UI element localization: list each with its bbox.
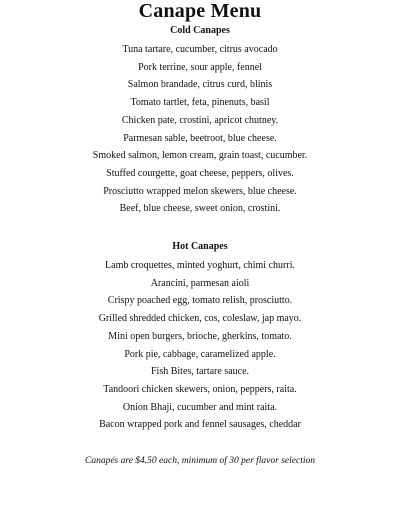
hot-canapes-heading: Hot Canapes	[172, 241, 228, 253]
list-item: Tandoori chicken skewers, onion, peppers, raita.	[103, 383, 297, 395]
list-item: Salmon brandade, citrus curd, blinis	[127, 79, 273, 91]
cold-canapes-list	[0, 41, 400, 218]
list-item: Chicken pate, crostini, apricot chutney.	[121, 114, 279, 126]
list-item: Pork pie, cabbage, caramelized apple.	[124, 348, 276, 360]
list-item: Parmesan sable, beetroot, blue cheese.	[123, 132, 277, 144]
list-item: Prosciutto wrapped melon skewers, blue cheese.	[103, 185, 297, 197]
list-item: Stuffed courgette, goat cheese, peppers, olives.	[106, 167, 294, 179]
list-item: Fish Bites, tartare sauce.	[150, 366, 250, 378]
list-item: Onion Bhaji, cucumber and mint raita.	[122, 401, 278, 413]
hot-canapes-list	[0, 257, 400, 434]
list-item: Lamb croquettes, minted yoghurt, chimi churri.	[105, 260, 295, 272]
list-item: Mini open burgers, brioche, gherkins, tomato.	[108, 330, 292, 342]
list-item: Arancini, parmesan aioli	[150, 277, 250, 289]
list-item: Tuna tartare, cucumber, citrus avocado	[122, 44, 278, 55]
list-item: Pork terrine, sour apple, fennel	[138, 61, 262, 73]
list-item: Smoked salmon, lemon cream, grain toast, cucumber.	[92, 150, 308, 162]
page-title: Canape Menu	[138, 0, 262, 22]
cold-canapes-heading: Cold Canapes	[170, 25, 230, 36]
list-item: Crispy poached egg, tomato relish, prosciutto.	[107, 295, 293, 307]
list-item: Tomato tartlet, feta, pinenuts, basil	[130, 97, 270, 109]
list-item: Grilled shredded chicken, cos, coleslaw, jap mayo.	[98, 313, 302, 325]
list-item: Bacon wrapped pork and fennel sausages, cheddar	[99, 419, 301, 431]
list-item: Beef, blue cheese, sweet onion, crostini.	[119, 203, 281, 215]
pricing-footnote: Canapés are $4.50 each, minimum of 30 per flavor selection	[85, 456, 315, 466]
